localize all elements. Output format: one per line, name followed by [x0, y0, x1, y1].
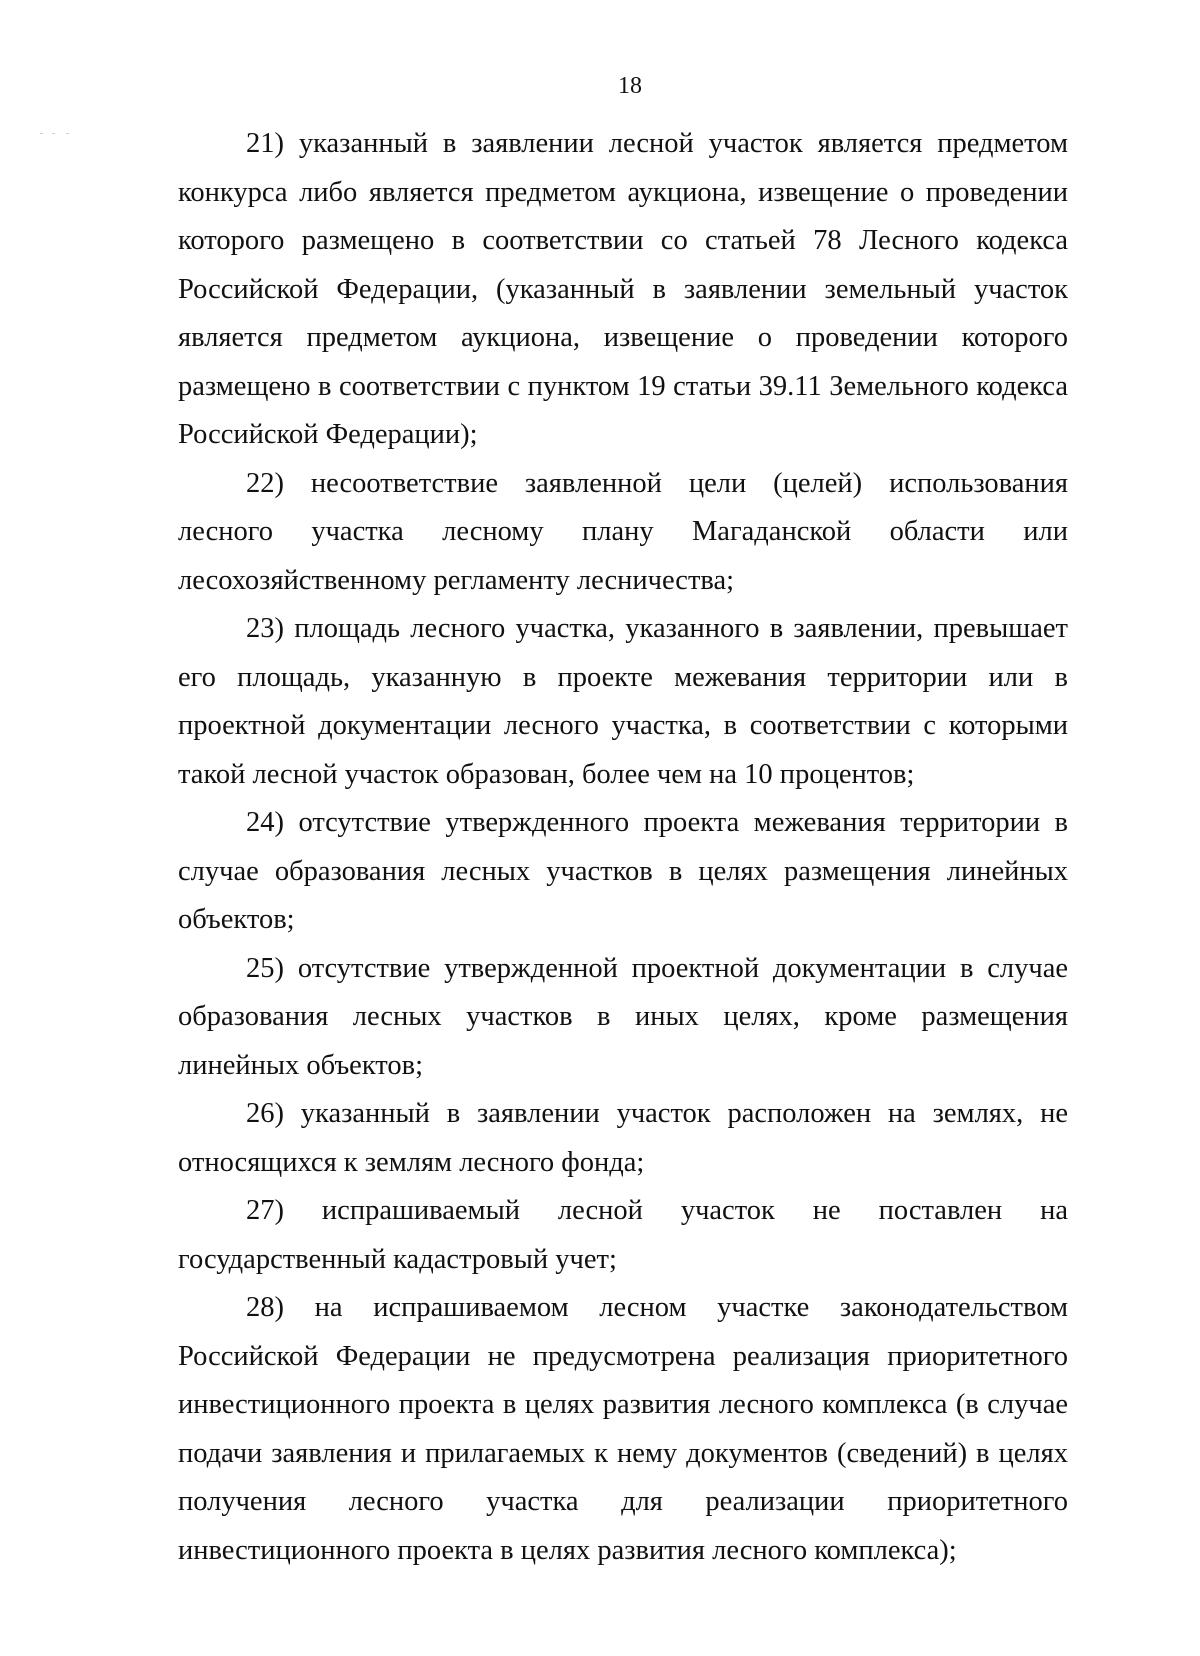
list-item-26: 26) указанный в заявлении участок расположен на землях, не относящихся к землям лесного фонда; [178, 1098, 1068, 1178]
list-item-25: 25) отсутствие утвержденной проектной документации в случае образования лесных участков в иных целях, кроме размещения линейных объектов; [178, 952, 1068, 1081]
list-item-28: 28) на испрашиваемом лесном участке законодательством Российской Федерации не предусмотрена реализация приоритетного инвестиционного проекта в целях развития лесного комплекса (в случае подачи заявления и прилагаемых к нему документов (сведений) в целях получения лесного участка для реализации приоритетного инвестиционного проекта в целях развития лесного комплекса); [178, 1292, 1068, 1566]
page-number: 18 [618, 73, 642, 99]
list-item-24: 24) отсутствие утвержденного проекта межевания территории в случае образования лесных участков в целях размещения линейных объектов; [178, 807, 1068, 935]
scan-artifact [52, 133, 55, 134]
document-body [178, 120, 1068, 1575]
list-item-22: 22) несоответствие заявленной цели (целей) использования лесного участка лесному плану Магаданской области или лесохозяйственному регламенту лесничества; [178, 467, 1068, 596]
list-item-27: 27) испрашиваемый лесной участок не поставлен на государственный кадастровый учет; [178, 1195, 1068, 1275]
scan-artifact [40, 133, 43, 134]
scan-artifact [66, 133, 69, 134]
list-item-23: 23) площадь лесного участка, указанного в заявлении, превышает его площадь, указанную в проекте межевания территории или в проектной документации лесного участка, в соответствии с которыми такой лесной участок образован, более чем на 10 процентов; [178, 613, 1068, 790]
list-item-21: 21) указанный в заявлении лесной участок является предметом конкурса либо является предметом аукциона, извещение о проведении которого размещено в соответствии со статьей 78 Лесного кодекса Российской Федерации, (указанный в заявлении земельный участок является предметом аукциона, извещение о проведении которого размещено в соответствии с пунктом 19 статьи 39.11 Земельного кодекса Российской Федерации); [178, 128, 1068, 450]
